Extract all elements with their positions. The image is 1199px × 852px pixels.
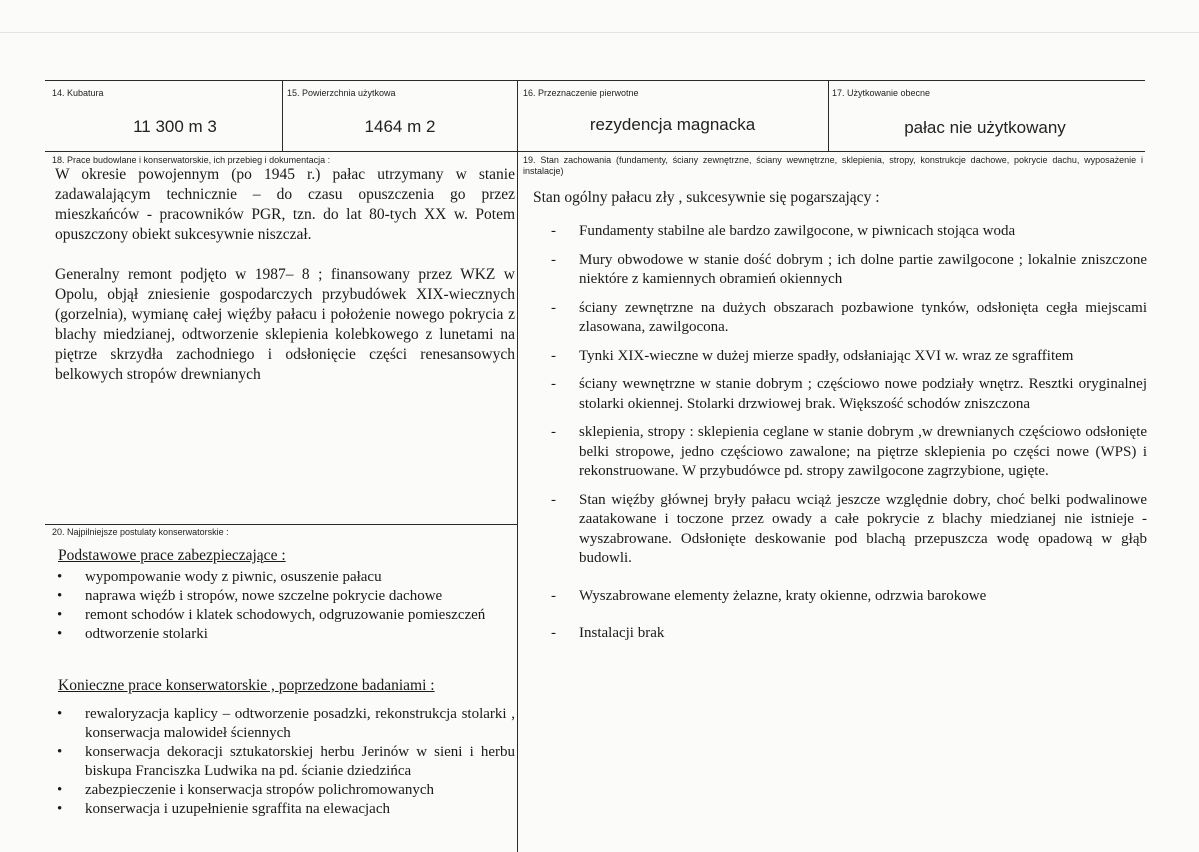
przeznaczenie-value: rezydencja magnacka xyxy=(589,115,756,134)
list-item: - Wyszabrowane elementy żelazne, kraty okienne, odrzwia barokowe xyxy=(535,587,1147,607)
list-item: • wypompowanie wody z piwnic, osuszenie pałacu xyxy=(57,569,382,585)
bullet-icon: • xyxy=(57,801,63,817)
divider-15-16 xyxy=(517,80,518,852)
przeznaczenie-label: 16. Przeznaczenie pierwotne xyxy=(523,88,639,98)
kubatura-label: 14. Kubatura xyxy=(52,88,104,98)
section-18-label: 18. Prace budowlane i konserwatorskie, ich przebieg i dokumentacja : xyxy=(52,155,331,165)
bullet-icon: • xyxy=(57,706,63,722)
heading-konieczne-prace: Konieczne prace konserwatorskie , poprzedzone badaniami : xyxy=(58,677,435,694)
list-item: - ściany wewnętrzne w stanie dobrym ; częściowo nowe podziały wnętrz. Resztki oryginalnej stolarki okiennej. Stolarki drzwiowej brak. Większość schodów zniszczona xyxy=(551,376,1147,412)
list-konieczne-prace xyxy=(55,705,515,819)
section-19-list xyxy=(535,222,1147,653)
dash-icon: - xyxy=(551,587,556,604)
kubatura-value: 11 300 m 3 xyxy=(133,117,217,136)
section-20-top-border xyxy=(45,524,517,525)
bullet-icon: • xyxy=(57,607,63,623)
dash-icon: - xyxy=(551,491,556,508)
dash-icon: - xyxy=(551,223,556,239)
divider-16-17 xyxy=(828,80,829,152)
list-item: - Fundamenty stabilne ale bardzo zawilgocone, w piwnicach stojąca woda xyxy=(535,222,1147,242)
powierzchnia-label: 15. Powierzchnia użytkowa xyxy=(287,88,396,98)
list-item: - Stan więźby głównej bryły pałacu wciąż jeszcze względnie dobry, choć belki podwalinowe zaatakowane i toczone przez owady a całe pokrycie z blachy miedzianej nie istnieje - wyszabrowane. Odsłonięte deskowanie pod blachą przepuszcza wodę opadową w głąb budowli. xyxy=(551,491,1147,566)
dash-icon: - xyxy=(551,299,556,316)
list-item: • konserwacja i uzupełnienie sgraffita na elewacjach xyxy=(57,801,390,817)
list-item: • zabezpieczenie i konserwacja stropów polichromowanych xyxy=(57,782,435,798)
header-top-border xyxy=(45,80,1145,81)
list-item: • naprawa więźb i stropów, nowe szczelne pokrycie dachowe xyxy=(57,588,443,604)
dash-icon: - xyxy=(551,424,556,440)
bullet-icon: • xyxy=(57,782,63,798)
section-18-text xyxy=(55,165,515,385)
bullet-icon: • xyxy=(57,569,63,585)
bullet-icon: • xyxy=(57,588,63,604)
list-item: • odtworzenie stolarki xyxy=(57,626,208,642)
scan-artifact-line xyxy=(0,32,1199,33)
dash-icon: - xyxy=(551,347,556,364)
list-item: • konserwacja dekoracji sztukatorskiej herbu Jerinów w sieni i herbu biskupa Franciszka Ludwika na pd. ścianie dziedzińca xyxy=(57,744,515,779)
section-20-label: 20. Najpilniejsze postulaty konserwatorskie : xyxy=(52,527,229,537)
dash-icon: - xyxy=(551,376,556,392)
bullet-icon: • xyxy=(57,626,63,642)
powierzchnia-value: 1464 m 2 xyxy=(364,117,436,136)
uzytkowanie-label: 17. Użytkowanie obecne xyxy=(832,88,931,98)
list-item: - Tynki XIX-wieczne w dużej mierze spadły, odsłaniając XVI w. wraz ze sgraffitem xyxy=(535,347,1147,367)
section-18-paragraph-1: W okresie powojennym (po 1945 r.) pałac utrzymany w stanie zadawalającym technicznie – do czasu opuszczenia go przez mieszkańców - pracowników PGR, tzn. do lat 80-tych XX w. Potem opuszczony obiekt sukcesywnie niszczał. xyxy=(55,166,515,243)
uzytkowanie-value: pałac nie użytkowany xyxy=(904,118,1066,137)
list-podstawowe-prace xyxy=(55,568,515,644)
list-item: - sklepienia, stropy : sklepienia ceglane w stanie dobrym ,w drewnianych częściowo odsłonięte belki stropowe, jedno częściowo zawalone; na piętrze sklepienia po części nowe (WPS) i rekonstruowane. W przybudówce pd. stropy zawilgocone zagrzybione, ugięte. xyxy=(551,424,1147,479)
divider-14-15 xyxy=(282,80,283,152)
section-19-intro: Stan ogólny pałacu zły , sukcesywnie się pogarszający : xyxy=(533,189,880,206)
header-bottom-border xyxy=(45,151,1145,152)
bullet-icon: • xyxy=(57,744,63,760)
section-19-label: 19. Stan zachowania (fundamenty, ściany zewnętrzne, ściany wewnętrzne, sklepienia, stropy, konstrukcje dachowe, pokrycie dachu, wyposażenie i instalacje) xyxy=(523,155,1143,176)
dash-icon: - xyxy=(551,251,556,268)
list-item: - ściany zewnętrzne na dużych obszarach pozbawione tynków, odsłonięta cegła miejscami zlasowana, zawilgocona. xyxy=(551,299,1147,335)
list-item: - Instalacji brak xyxy=(535,624,1147,644)
list-item: • remont schodów i klatek schodowych, odgruzowanie pomieszczeń xyxy=(57,607,486,623)
heading-podstawowe-prace: Podstawowe prace zabezpieczające : xyxy=(58,547,286,564)
section-18-paragraph-2: Generalny remont podjęto w 1987– 8 ; finansowany przez WKZ w Opolu, objął zniesienie gospodarczych przybudówek XIX-wiecznych (gorzelnia), wymianę całej więźby pałacu i położenie nowego pokrycia z blachy miedzianej, odtworzenie sklepienia kolebkowego z lunetami na piętrze skrzydła zachodniego i odsłonięcie części renesansowych belkowych stropów drewnianych xyxy=(55,266,515,383)
list-item: - Mury obwodowe w stanie dość dobrym ; ich dolne partie zawilgocone ; lokalnie zniszczone niektóre z kamiennych obramień okiennych xyxy=(551,251,1147,287)
list-item: • rewaloryzacja kaplicy – odtworzenie posadzki, rekonstrukcja stolarki , konserwacja malowideł ściennych xyxy=(57,706,515,741)
dash-icon: - xyxy=(551,625,556,641)
